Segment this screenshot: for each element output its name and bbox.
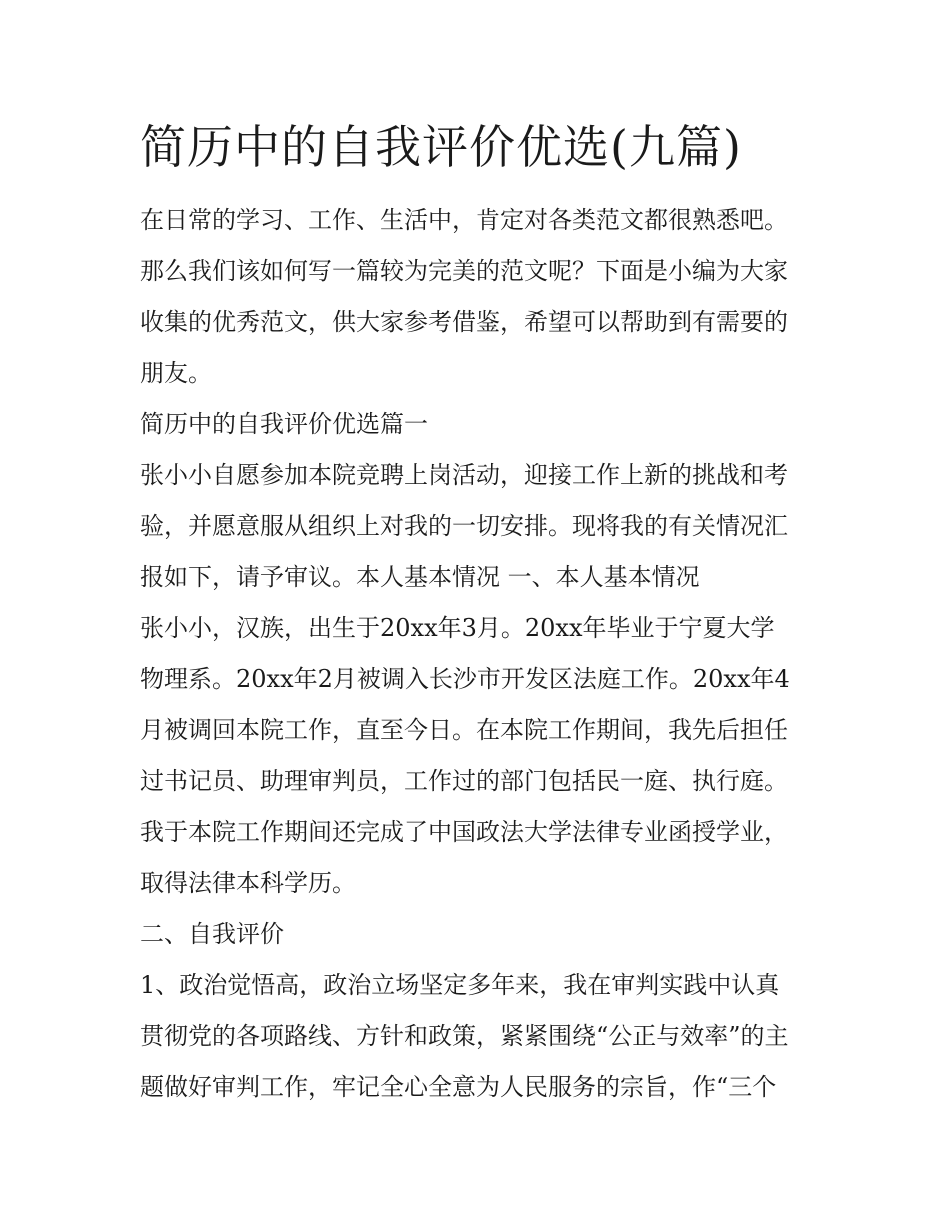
intro-line-2: 那么我们该如何写一篇较为完美的范文呢？下面是小编为大家 [140, 257, 788, 285]
body-line-2: 验，并愿意服从组织上对我的一切安排。现将我的有关情况汇 [140, 512, 788, 540]
body-line-4: 张小小，汉族，出生于20xx年3月。20xx年毕业于宁夏大学 [140, 614, 775, 642]
page-title: 简历中的自我评价优选(九篇) [140, 120, 742, 174]
intro-line-1: 在日常的学习、工作、生活中，肯定对各类范文都很熟悉吧。 [140, 206, 788, 234]
intro-line-3: 收集的优秀范文，供大家参考借鉴，希望可以帮助到有需要的 [140, 308, 788, 336]
intro-line-4: 朋友。 [140, 359, 212, 387]
body-line-10: 1、政治觉悟高，政治立场坚定多年来，我在审判实践中认真 [140, 971, 780, 999]
section-heading-2: 二、自我评价 [140, 920, 284, 948]
body-line-7: 过书记员、助理审判员，工作过的部门包括民一庭、执行庭。 [140, 767, 788, 795]
body-line-1: 张小小自愿参加本院竞聘上岗活动，迎接工作上新的挑战和考 [140, 461, 788, 489]
body-line-5: 物理系。20xx年2月被调入长沙市开发区法庭工作。20xx年4 [140, 665, 790, 693]
body-line-8: 我于本院工作期间还完成了中国政法大学法律专业函授学业， [140, 818, 788, 846]
body-line-3: 报如下，请予审议。本人基本情况 一、本人基本情况 [140, 563, 700, 591]
section-heading-1: 简历中的自我评价优选篇一 [140, 410, 428, 438]
body-line-6: 月被调回本院工作，直至今日。在本院工作期间，我先后担任 [140, 716, 788, 744]
body-line-9: 取得法律本科学历。 [140, 869, 356, 897]
body-line-12: 题做好审判工作，牢记全心全意为人民服务的宗旨，作“三个 [140, 1073, 777, 1101]
body-line-11: 贯彻党的各项路线、方针和政策，紧紧围绕“公正与效率”的主 [140, 1022, 789, 1050]
